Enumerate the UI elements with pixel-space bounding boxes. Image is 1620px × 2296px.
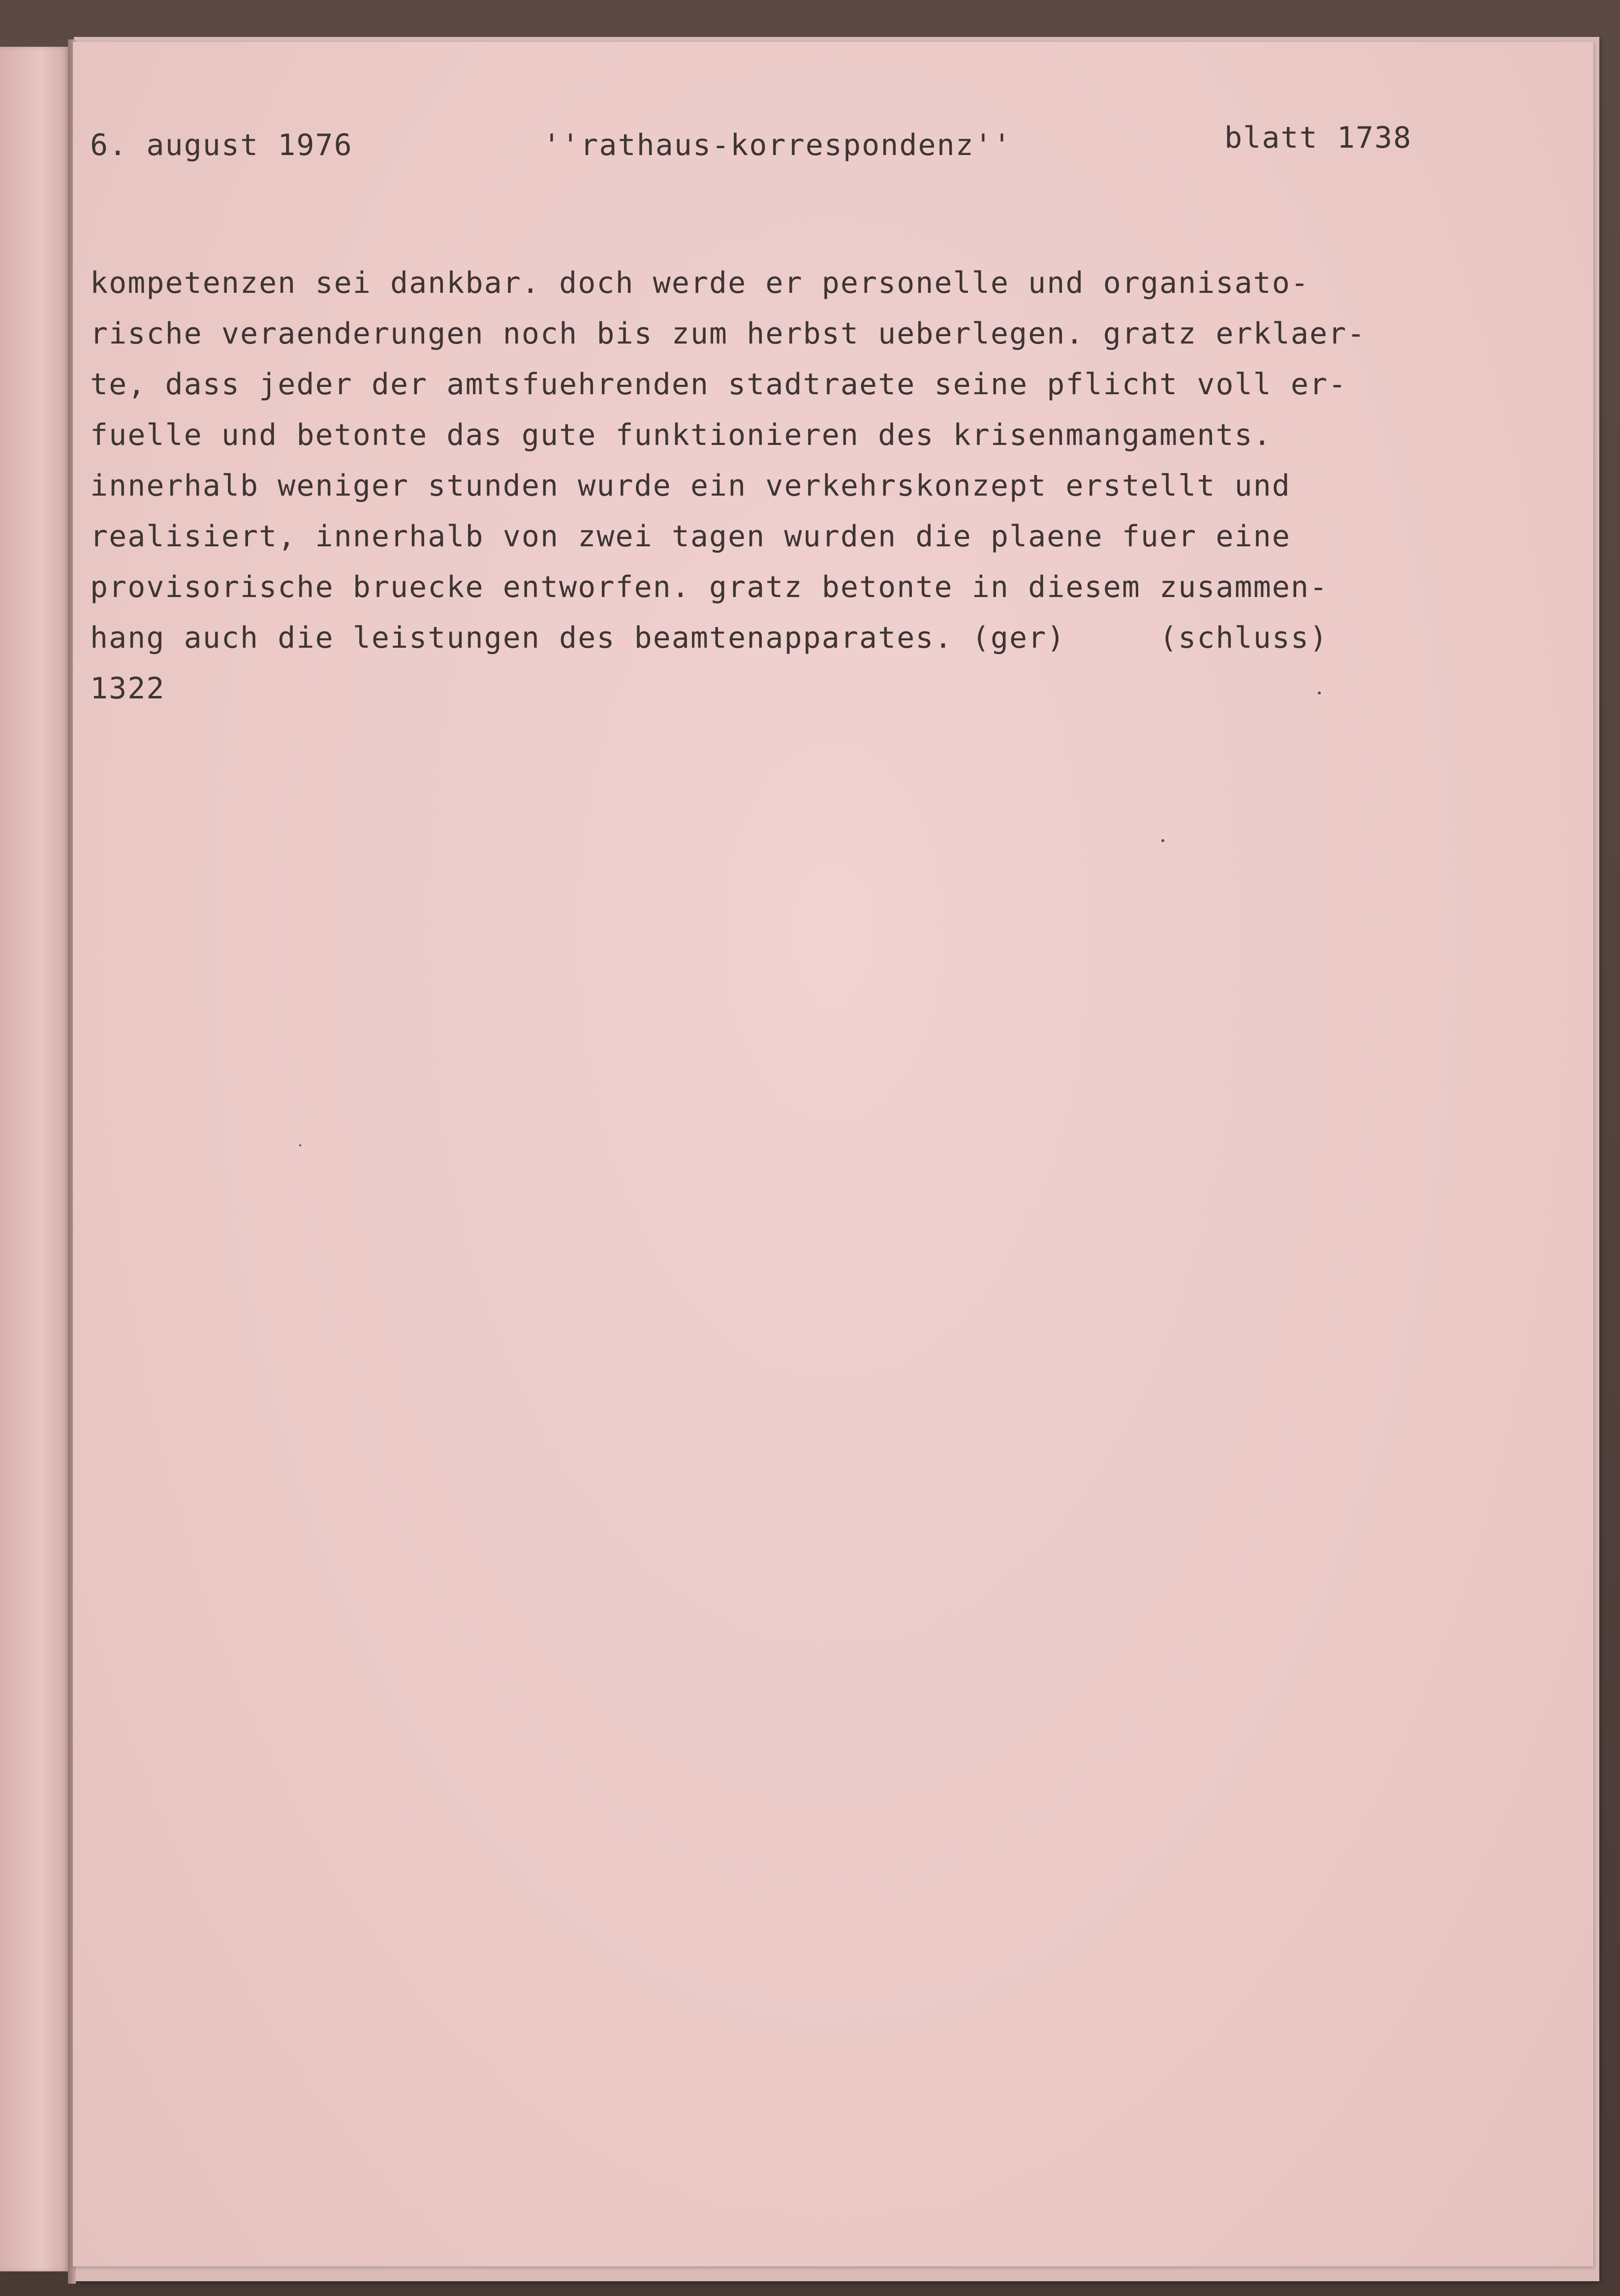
paper-speck [1318,692,1321,694]
body-line: te, dass jeder der amtsfuehrenden stadtraete seine pflicht voll er- [90,367,1347,402]
body-line: 1322 [90,671,165,706]
body-line: provisorische bruecke entworfen. gratz betonte in diesem zusammen- [90,570,1329,604]
header-title: ''rathaus-korrespondenz'' [543,128,1012,162]
body-line: innerhalb weniger stunden wurde ein verkehrskonzept erstellt und [90,469,1291,503]
header-date: 6. august 1976 [90,128,353,162]
facing-page-edge [0,47,69,2271]
body-line: hang auch die leistungen des beamtenapparates. (ger) (schluss) [90,621,1329,655]
body-line: rische veraenderungen noch bis zum herbst ueberlegen. gratz erklaer- [90,316,1366,351]
body-line: realisiert, innerhalb von zwei tagen wurden die plaene fuer eine [90,519,1291,554]
show-through-block [280,943,1510,1828]
body-line: fuelle und betonte das gute funktionieren des krisenmangaments. [90,418,1272,452]
header-sheet-number: blatt 1738 [1224,121,1412,155]
paper-speck [1161,839,1164,842]
paper-speck [299,1144,301,1146]
document-page [73,42,1593,2266]
body-line: kompetenzen sei dankbar. doch werde er personelle und organisato- [90,266,1309,300]
